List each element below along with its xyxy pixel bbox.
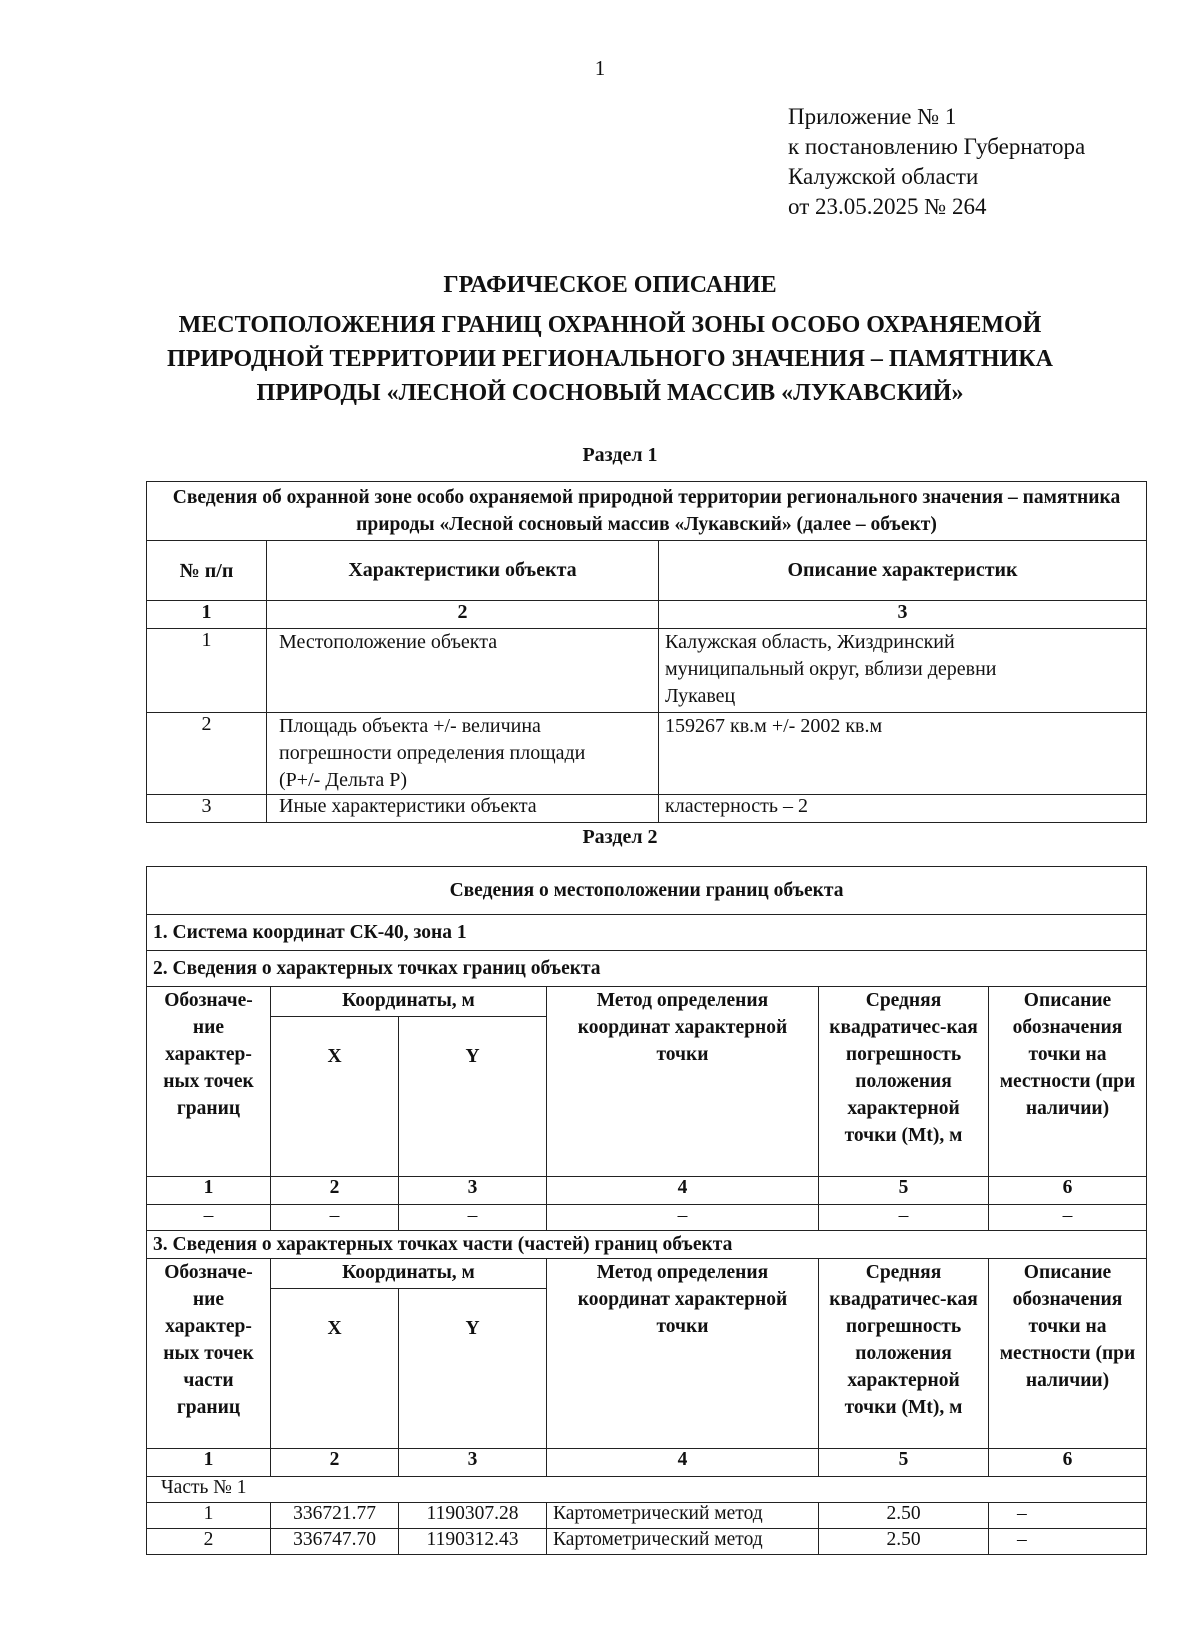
col-coords-header: Координаты, м [271, 987, 547, 1017]
col-x-header: X [271, 1289, 399, 1449]
col-error-header: Средняя квадратичес-кая погрешность положения характерной точки (Mt), м [819, 987, 989, 1177]
section2-header: Сведения о местоположении границ объекта [147, 867, 1147, 915]
point-y: 1190307.28 [399, 1503, 547, 1529]
dash-cell: – [547, 1205, 819, 1231]
row-no: 1 [147, 629, 267, 713]
col-y-header: Y [399, 1289, 547, 1449]
col-number: 5 [819, 1177, 989, 1205]
point-method: Картометрический метод [547, 1503, 819, 1529]
row-desc: кластерность – 2 [659, 795, 1147, 823]
title-line: МЕСТОПОЛОЖЕНИЯ ГРАНИЦ ОХРАННОЙ ЗОНЫ ОСОБО ОХРАНЯЕМОЙ [178, 312, 1042, 338]
col-number: 1 [147, 1449, 271, 1477]
col-coords-header: Координаты, м [271, 1259, 547, 1289]
section1-label: Раздел 1 [582, 444, 658, 466]
appendix-block [788, 102, 1085, 222]
col-x-header: X [271, 1017, 399, 1177]
title-line: ПРИРОДЫ «ЛЕСНОЙ СОСНОВЫЙ МАССИВ «ЛУКАВСКИЙ» [256, 380, 964, 406]
dash-cell: – [819, 1205, 989, 1231]
part-label: Часть № 1 [147, 1477, 1147, 1503]
col-number: 3 [399, 1449, 547, 1477]
section1-table [146, 481, 1147, 823]
col-number: 2 [267, 601, 659, 629]
col-desc-header: Описание характеристик [659, 541, 1147, 601]
section1-header: Сведения об охранной зоне особо охраняемой природной территории регионального значения – памятника природы «Лесной сосновый массив «Лукавский» (далее – объект) [147, 482, 1147, 541]
row-name: Местоположение объекта [267, 629, 659, 713]
page-number: 1 [594, 56, 606, 80]
row-desc: Калужская область, Жиздринский муниципальный округ, вблизи деревни Лукавец [659, 629, 1147, 713]
row-name: Площадь объекта +/- величина погрешности определения площади (P+/- Дельта P) [267, 713, 659, 795]
coord-system: 1. Система координат СК-40, зона 1 [147, 915, 1147, 951]
point-x: 336747.70 [271, 1529, 399, 1555]
dash-cell: – [147, 1205, 271, 1231]
dash-cell: – [989, 1205, 1147, 1231]
document-title [60, 268, 1160, 410]
col-method-header: Метод определения координат характерной точки [547, 987, 819, 1177]
col-number: 3 [659, 601, 1147, 629]
appendix-line: Приложение № 1 [788, 104, 957, 129]
row-name: Иные характеристики объекта [267, 795, 659, 823]
col-number: 1 [147, 1177, 271, 1205]
col-designation-header: Обозначе-ние характер-ных точек границ [147, 987, 271, 1177]
col-descr-header: Описание обозначения точки на местности (при наличии) [989, 1259, 1147, 1449]
point-descr: – [989, 1529, 1147, 1555]
point-number: 1 [147, 1503, 271, 1529]
title-line: ГРАФИЧЕСКОЕ ОПИСАНИЕ [443, 272, 777, 298]
point-x: 336721.77 [271, 1503, 399, 1529]
col-number: 2 [271, 1449, 399, 1477]
col-number: 4 [547, 1449, 819, 1477]
point-mt: 2.50 [819, 1529, 989, 1555]
col-y-header: Y [399, 1017, 547, 1177]
point-method: Картометрический метод [547, 1529, 819, 1555]
section2-table [146, 866, 1147, 1555]
col-method-header: Метод определения координат характерной точки [547, 1259, 819, 1449]
col-designation-header: Обозначе-ние характер-ных точек части границ [147, 1259, 271, 1449]
appendix-line: Калужской области [788, 164, 979, 189]
row-desc: 159267 кв.м +/- 2002 кв.м [659, 713, 1147, 795]
dash-cell: – [399, 1205, 547, 1231]
col-number: 3 [399, 1177, 547, 1205]
point-descr: – [989, 1503, 1147, 1529]
appendix-line: от 23.05.2025 № 264 [788, 194, 987, 219]
appendix-line: к постановлению Губернатора [788, 134, 1086, 159]
title-line: ПРИРОДНОЙ ТЕРРИТОРИИ РЕГИОНАЛЬНОГО ЗНАЧЕНИЯ – ПАМЯТНИКА [167, 346, 1053, 372]
col-number: 6 [989, 1177, 1147, 1205]
col-number: 6 [989, 1449, 1147, 1477]
row-no: 2 [147, 713, 267, 795]
col-number: 5 [819, 1449, 989, 1477]
col-number: 1 [147, 601, 267, 629]
row-no: 3 [147, 795, 267, 823]
parts-title: 3. Сведения о характерных точках части (частей) границ объекта [147, 1231, 1147, 1259]
section2-label: Раздел 2 [582, 826, 658, 848]
point-mt: 2.50 [819, 1503, 989, 1529]
col-number: 2 [271, 1177, 399, 1205]
point-y: 1190312.43 [399, 1529, 547, 1555]
col-error-header: Средняя квадратичес-кая погрешность положения характерной точки (Mt), м [819, 1259, 989, 1449]
col-char-header: Характеристики объекта [267, 541, 659, 601]
point-number: 2 [147, 1529, 271, 1555]
col-descr-header: Описание обозначения точки на местности (при наличии) [989, 987, 1147, 1177]
col-no-header: № п/п [147, 541, 267, 601]
col-number: 4 [547, 1177, 819, 1205]
points-title: 2. Сведения о характерных точках границ объекта [147, 951, 1147, 987]
dash-cell: – [271, 1205, 399, 1231]
